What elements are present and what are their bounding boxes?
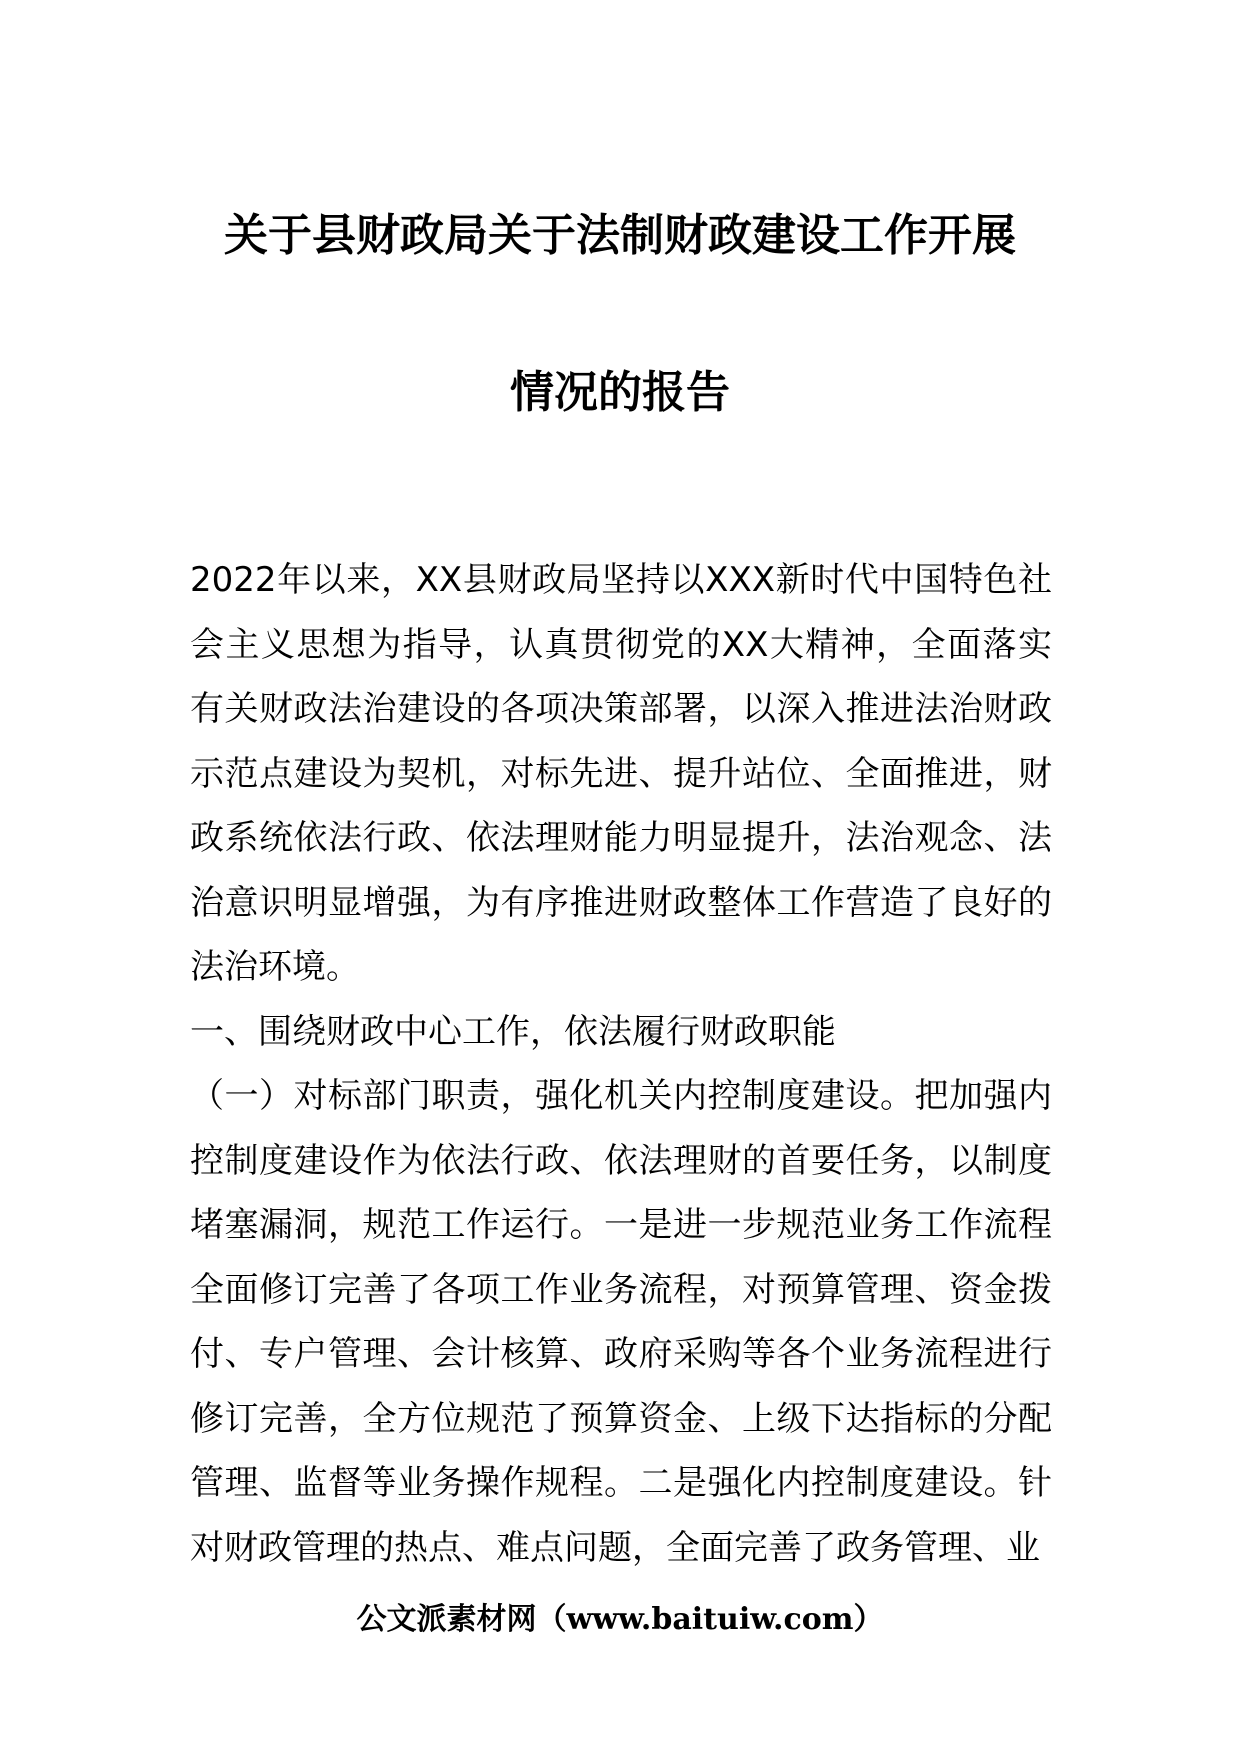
intro-paragraph: 2022年以来，XX县财政局坚持以XXX新时代中国特色社会主义思想为指导，认真贯彻党的XX大精神，全面落实有关财政法治建设的各项决策部署，以深入推进法治财政示范点建设为契机，对标先进、提升站位、全面推进，财政系统依法行政、依法理财能力明显提升，法治观念、法治意识明显增强，为有序推进财政整体工作营造了良好的法治环境。	[190, 560, 1052, 987]
body-paragraph: （一）对标部门职责，强化机关内控制度建设。把加强内控制度建设作为依法行政、依法理财的首要任务，以制度堵塞漏洞，规范工作运行。一是进一步规范业务工作流程全面修订完善了各项工作业务流程，对预算管理、资金拨付、专户管理、会计核算、政府采购等各个业务流程进行修订完善，全方位规范了预算资金、上级下达指标的分配管理、监督等业务操作规程。二是强化内控制度建设。针对财政管理的热点、难点问题，全面完善了政务管理、业	[190, 1076, 1052, 1568]
footer-watermark: 公文派素材网（www.baituiw.com）	[356, 1602, 884, 1637]
document-title-line-2: 情况的报告	[510, 367, 730, 418]
document-body	[190, 548, 1052, 1580]
document-title-line-1: 关于县财政局关于法制财政建设工作开展	[224, 210, 1016, 261]
section-heading: 一、围绕财政中心工作，依法履行财政职能	[190, 1011, 836, 1052]
